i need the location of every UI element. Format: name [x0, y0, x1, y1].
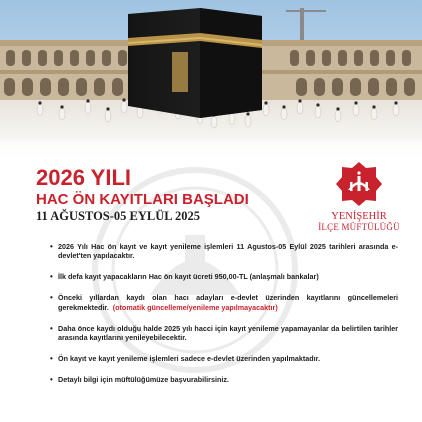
item-text: Ön kayıt ve kayıt yenileme işlemleri sadece e-devlet üzerinden yapılmaktadır. [58, 353, 321, 363]
item-text: İlk defa kayıt yapacakların Hac ön kayıt ücreti 950,00-TL (anlaşmalı bankalar) [58, 272, 319, 282]
year-title: 2026 YILI [36, 165, 131, 190]
list-item [50, 324, 398, 343]
list-item [50, 354, 398, 363]
bullet-icon: • [50, 323, 53, 333]
heading-block [36, 166, 306, 224]
logo-subtitle: İLÇE MÜFTÜLÜĞÜ [318, 222, 400, 232]
mufti-office-logo [318, 160, 400, 232]
announcement-title: HAC ÖN KAYITLARI BAŞLADI [36, 191, 249, 208]
announcement-list [50, 242, 398, 396]
list-item [50, 375, 398, 384]
logo-name: YENİŞEHİR [331, 211, 387, 222]
list-item [50, 293, 398, 312]
list-item [50, 242, 398, 261]
item-text: Daha önce kaydı olduğu halde 2025 yılı hacci için kayıt yenileme yapamayanlar da belirtilen tarihler arasında kayıtlarını yenileyebilecektir. [58, 323, 398, 342]
item-text: Detaylı bilgi için müftülüğümüze başvurabilirsiniz. [58, 374, 229, 384]
bullet-icon: • [50, 272, 53, 282]
bullet-icon: • [50, 242, 53, 251]
kaaba-photo [0, 0, 422, 160]
bullet-icon: • [50, 353, 53, 363]
item-text: 2026 Yılı Hac ön kayıt ve kayıt yenileme işlemleri 11 Agustos-05 Eylül 2025 tarihleri arasında e-devlet'ten yapılacaktır. [58, 242, 398, 261]
date-range: 11 AĞUSTOS-05 EYLÜL 2025 [36, 209, 201, 223]
list-item [50, 272, 398, 281]
diyanet-emblem-icon [336, 160, 382, 208]
item-text: Önceki yıllardan kaydı olan hacı adayları e-devlet üzerinden kayıtlarını güncellemeleri gerekmektedir. [58, 293, 398, 312]
item-note: (otomatik güncelleme/yenileme yapılmayacaktır) [112, 302, 278, 312]
bullet-icon: • [50, 374, 53, 384]
bullet-icon: • [50, 293, 53, 303]
